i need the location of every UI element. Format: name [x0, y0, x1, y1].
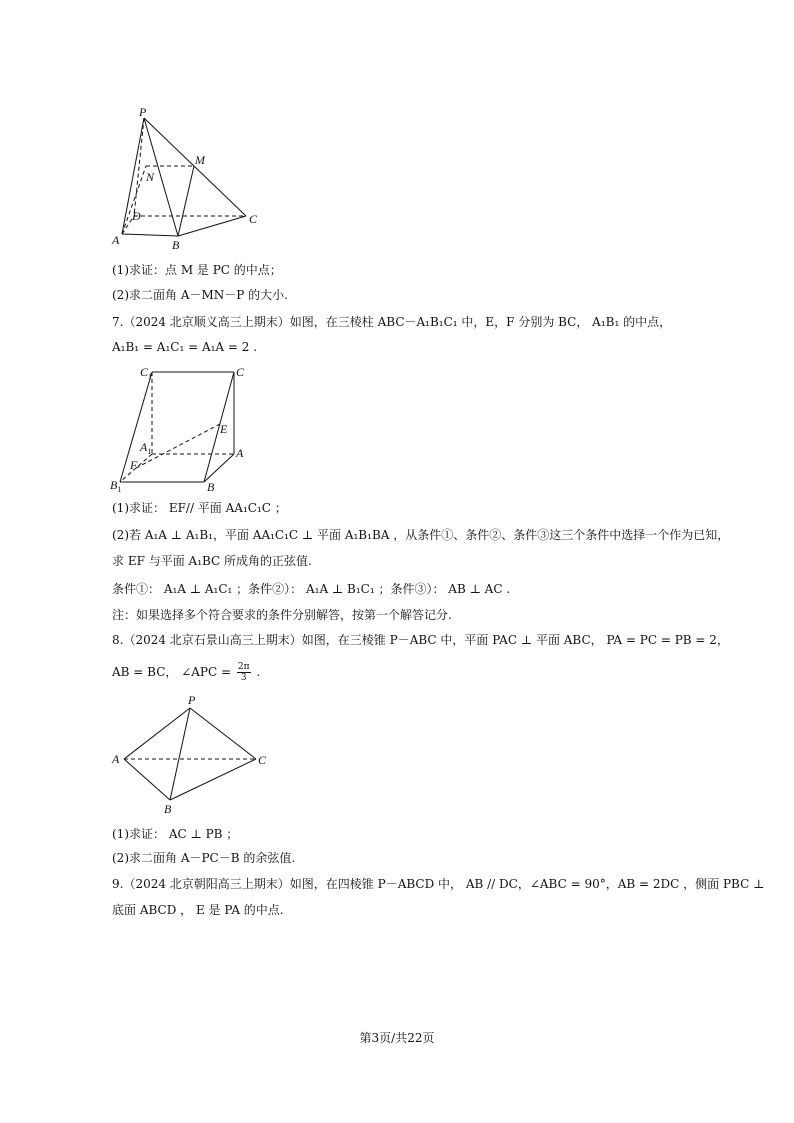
q6-part2: (2)求二面角 A－MN－P 的大小.	[112, 288, 288, 302]
edge-ab	[124, 759, 170, 800]
q8-stem-line2	[112, 662, 260, 683]
label-a: A	[112, 233, 120, 247]
fraction-denominator: 3	[240, 673, 247, 683]
edge-pc	[190, 708, 256, 759]
edge-pc	[144, 118, 246, 216]
edge-bc	[178, 216, 246, 236]
edge-bm	[178, 166, 194, 236]
q8-part1: (1)求证： AC ⊥ PB ；	[112, 827, 239, 841]
q7-note: 注：如果选择多个符合要求的条件分别解答，按第一个解答记分.	[112, 608, 452, 622]
q7-part1: (1)求证： EF// 平面 AA₁C₁C ；	[112, 501, 287, 515]
q8-stem-prefix: AB = BC， ∠APC =	[112, 665, 232, 679]
label-b: B	[164, 802, 172, 816]
q7-part2-line1: (2)若 A₁A ⊥ A₁B₁，平面 AA₁C₁C ⊥ 平面 A₁B₁BA ，从条件①、条件②、条件③这三个条件中选择一个作为已知，	[112, 528, 730, 542]
label-f: F	[130, 458, 138, 472]
label-b1: $B_1$	[110, 478, 122, 494]
edge-ba	[204, 454, 234, 482]
label-a: A	[112, 752, 120, 766]
q9-stem-line2: 底面 ABCD ， E 是 PA 的中点.	[112, 903, 284, 917]
label-b: B	[207, 480, 215, 494]
q6-part1: (1)求证：点 M 是 PC 的中点；	[112, 263, 282, 277]
page-footer: 第3页/共22页	[359, 1031, 435, 1045]
edge-pb	[170, 708, 190, 800]
label-c: C	[249, 212, 258, 226]
label-e: E	[220, 422, 228, 436]
figure-tetrahedron	[108, 692, 278, 816]
label-a: A	[236, 446, 244, 460]
edge-bc	[170, 759, 256, 800]
label-b: B	[172, 238, 180, 252]
q8-part2: (2)求二面角 A－PC－B 的余弦值.	[112, 851, 296, 865]
label-n: N	[146, 170, 155, 184]
q8-stem-suffix: .	[256, 665, 261, 679]
label-p: P	[188, 693, 196, 707]
q9-stem-line1: 9.（2024 北京朝阳高三上期末）如图，在四棱锥 P－ABCD 中， AB // DC，∠ABC = 90°，AB = 2DC ，侧面 PBC ⊥	[112, 877, 765, 891]
label-d: D	[132, 209, 141, 223]
angle-fraction	[237, 662, 251, 683]
edge-fe	[136, 424, 220, 468]
edge-c-b	[204, 372, 234, 482]
label-m: M	[195, 153, 205, 167]
label-c: C	[236, 365, 245, 379]
edge-pd	[134, 118, 144, 216]
figure-pyramid-pabcd	[108, 104, 268, 254]
q7-conditions: 条件①： A₁A ⊥ A₁C₁ ；条件②）： A₁A ⊥ B₁C₁ ；条件③）： AB ⊥ AC .	[112, 582, 511, 596]
q7-part2-line2: 求 EF 与平面 A₁BC 所成角的正弦值.	[112, 554, 312, 568]
label-c1: $C_1$	[140, 365, 153, 381]
figure-prism	[108, 362, 258, 494]
edge-an	[122, 166, 146, 234]
label-a1: $A_1$	[140, 440, 152, 456]
q7-stem-line2: A₁B₁ = A₁C₁ = A₁A = 2 .	[112, 340, 258, 354]
fraction-numerator: 2π	[237, 662, 250, 672]
q8-stem-line1: 8.（2024 北京石景山高三上期末）如图，在三棱锥 P－ABC 中，平面 PAC ⊥ 平面 ABC， PA = PC = PB = 2，	[112, 633, 729, 647]
q7-stem-line1: 7.（2024 北京顺义高三上期末）如图，在三棱柱 ABC－A₁B₁C₁ 中，E，F 分别为 BC， A₁B₁ 的中点，	[112, 315, 672, 329]
label-p: P	[139, 105, 147, 119]
label-c: C	[258, 753, 267, 767]
edge-ab	[122, 234, 178, 236]
